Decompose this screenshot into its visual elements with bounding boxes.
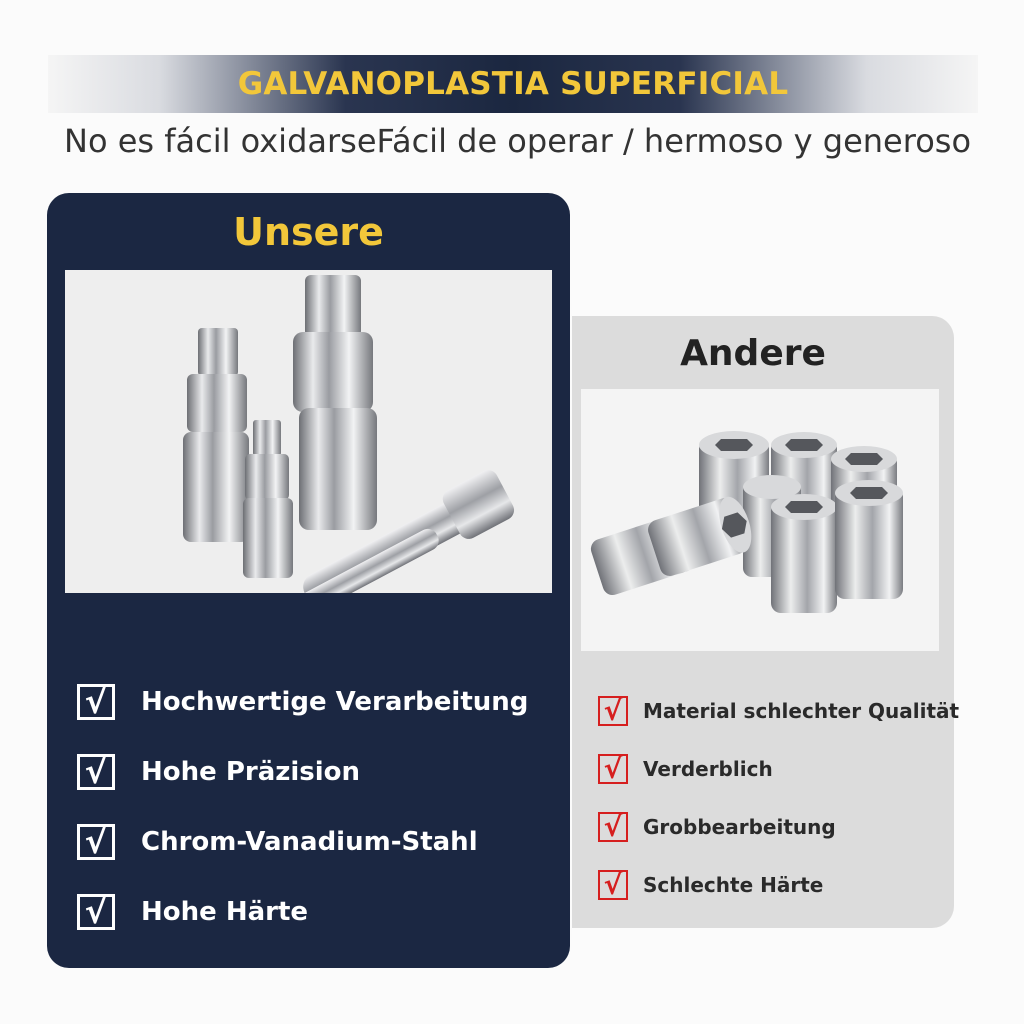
feature-label: Verderblich xyxy=(643,757,773,781)
ours-title: Unsere xyxy=(233,210,384,254)
feature-label: Hohe Härte xyxy=(141,897,309,927)
others-title: Andere xyxy=(680,333,826,374)
ours-feature-list xyxy=(77,667,528,947)
checkbox-checked-icon: √ xyxy=(77,894,115,930)
subtitle: No es fácil oxidarseFácil de operar / hermoso y generoso xyxy=(64,122,972,160)
list-item xyxy=(598,682,959,740)
checkbox-checked-red-icon: √ xyxy=(598,812,628,842)
top-banner xyxy=(48,55,978,113)
list-item xyxy=(598,856,959,914)
checkbox-checked-red-icon: √ xyxy=(598,696,628,726)
list-item xyxy=(598,798,959,856)
list-item xyxy=(77,737,528,807)
feature-label: Material schlechter Qualität xyxy=(643,699,960,723)
list-item xyxy=(77,667,528,737)
hex-sockets-photo xyxy=(581,389,939,651)
checkbox-checked-icon: √ xyxy=(77,754,115,790)
universal-joint-sockets-photo xyxy=(65,270,552,593)
checkbox-checked-icon: √ xyxy=(77,684,115,720)
list-item xyxy=(598,740,959,798)
checkbox-checked-red-icon: √ xyxy=(598,870,628,900)
banner-title: GALVANOPLASTIA SUPERFICIAL xyxy=(237,66,789,102)
others-feature-list xyxy=(598,682,959,914)
feature-label: Grobbearbeitung xyxy=(643,815,836,839)
list-item xyxy=(77,877,528,947)
feature-label: Hochwertige Verarbeitung xyxy=(141,687,529,717)
list-item xyxy=(77,807,528,877)
checkbox-checked-red-icon: √ xyxy=(598,754,628,784)
feature-label: Schlechte Härte xyxy=(643,873,824,897)
checkbox-checked-icon: √ xyxy=(77,824,115,860)
feature-label: Chrom-Vanadium-Stahl xyxy=(141,827,478,857)
feature-label: Hohe Präzision xyxy=(141,757,361,787)
